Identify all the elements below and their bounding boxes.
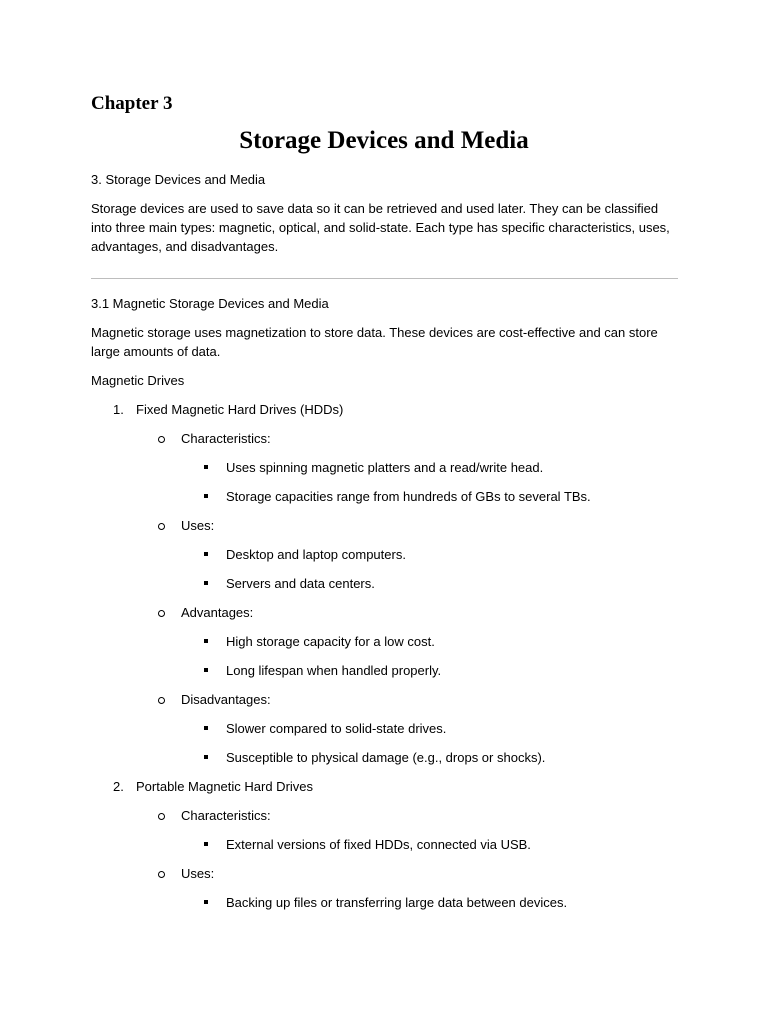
square-bullet-icon bbox=[204, 465, 208, 469]
bullet-text: Backing up files or transferring large data between devices. bbox=[226, 895, 568, 910]
bullet-text: Desktop and laptop computers. bbox=[226, 547, 406, 562]
square-bullet-icon bbox=[204, 842, 208, 846]
list-item-title: Fixed Magnetic Hard Drives (HDDs) bbox=[136, 402, 344, 417]
bullet-text: Storage capacities range from hundreds of GBs to several TBs. bbox=[226, 489, 591, 504]
group-label: Uses: bbox=[181, 866, 215, 881]
group-label: Uses: bbox=[181, 518, 215, 533]
list-item-title: Portable Magnetic Hard Drives bbox=[136, 779, 314, 794]
bullet-text: Servers and data centers. bbox=[226, 576, 375, 591]
square-bullet-icon bbox=[204, 726, 208, 730]
page-title: Storage Devices and Media bbox=[239, 127, 529, 154]
bullet-text: Long lifespan when handled properly. bbox=[226, 663, 442, 678]
group-label: Characteristics: bbox=[181, 431, 271, 446]
circle-bullet-icon bbox=[158, 697, 165, 704]
square-bullet-icon bbox=[204, 639, 208, 643]
square-bullet-icon bbox=[204, 900, 208, 904]
square-bullet-icon bbox=[204, 668, 208, 672]
chapter-label: Chapter 3 bbox=[91, 93, 173, 114]
square-bullet-icon bbox=[204, 755, 208, 759]
square-bullet-icon bbox=[204, 494, 208, 498]
horizontal-divider bbox=[91, 278, 678, 279]
subsection-paragraph: Magnetic storage uses magnetization to store data. These devices are cost-effective and can store large amounts of data. bbox=[91, 325, 658, 359]
circle-bullet-icon bbox=[158, 523, 165, 530]
group-label: Characteristics: bbox=[181, 808, 271, 823]
section-heading: 3. Storage Devices and Media bbox=[91, 172, 266, 187]
group-label: Disadvantages: bbox=[181, 692, 271, 707]
group-label: Advantages: bbox=[181, 605, 254, 620]
magnetic-drives-heading: Magnetic Drives bbox=[91, 373, 185, 388]
bullet-text: External versions of fixed HDDs, connected via USB. bbox=[226, 837, 531, 852]
list-number: 2. bbox=[113, 779, 124, 794]
square-bullet-icon bbox=[204, 552, 208, 556]
list-number: 1. bbox=[113, 402, 124, 417]
circle-bullet-icon bbox=[158, 813, 165, 820]
bullet-text: Slower compared to solid-state drives. bbox=[226, 721, 447, 736]
circle-bullet-icon bbox=[158, 871, 165, 878]
circle-bullet-icon bbox=[158, 610, 165, 617]
circle-bullet-icon bbox=[158, 436, 165, 443]
bullet-text: High storage capacity for a low cost. bbox=[226, 634, 435, 649]
bullet-text: Uses spinning magnetic platters and a read/write head. bbox=[226, 460, 544, 475]
intro-paragraph: Storage devices are used to save data so it can be retrieved and used later. They can be classified into three main types: magnetic, optical, and solid-state. Each type has specific characteristics, uses, advantages, and disadvantages. bbox=[91, 201, 670, 254]
square-bullet-icon bbox=[204, 581, 208, 585]
subsection-heading: 3.1 Magnetic Storage Devices and Media bbox=[91, 296, 329, 311]
bullet-text: Susceptible to physical damage (e.g., drops or shocks). bbox=[226, 750, 546, 765]
